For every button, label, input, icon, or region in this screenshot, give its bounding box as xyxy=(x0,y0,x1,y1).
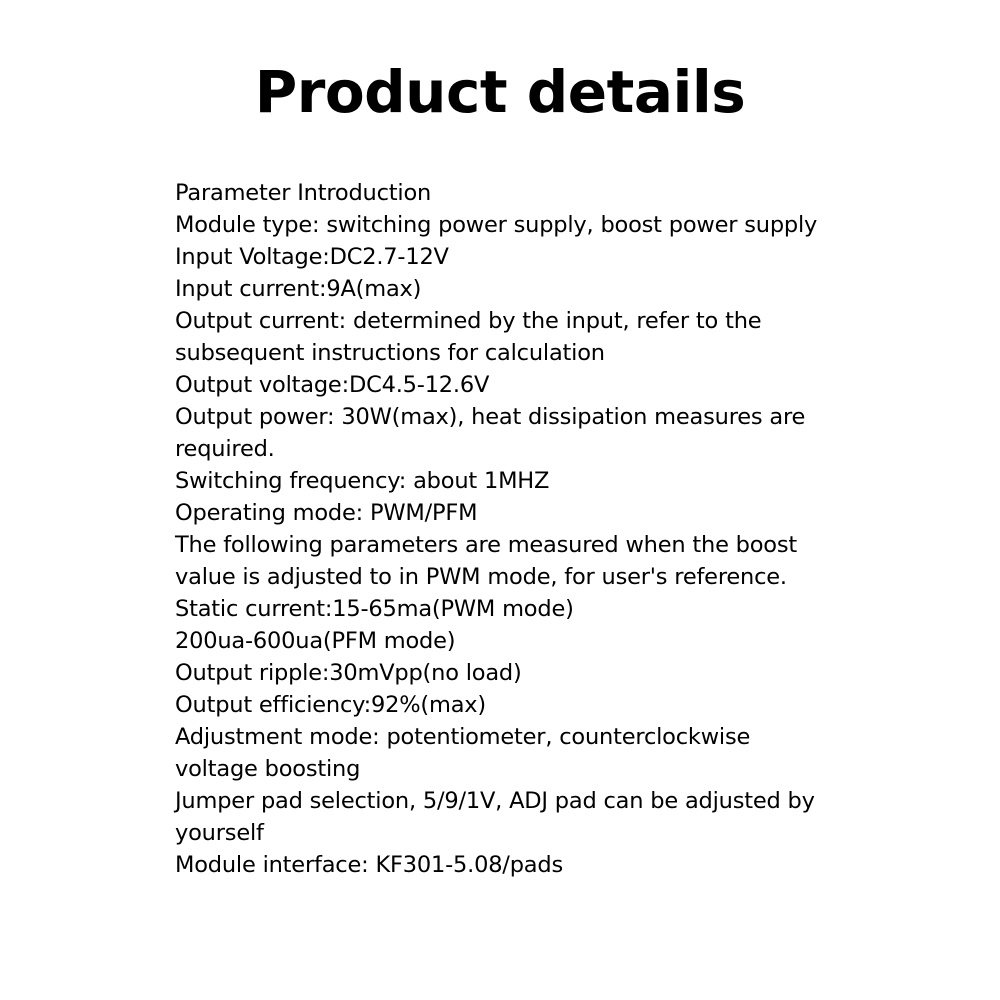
parameter-heading: Parameter Introduction xyxy=(175,180,432,206)
adjustment-mode: Adjustment mode: potentiometer, counterclockwise voltage boosting xyxy=(175,724,751,782)
page-title: Product details xyxy=(254,58,746,126)
output-current: Output current: determined by the input, refer to the subsequent instructions for calculation xyxy=(175,308,762,366)
output-ripple: Output ripple:30mVpp(no load) xyxy=(175,660,522,686)
module-type: Module type: switching power supply, boost power supply xyxy=(175,212,818,238)
input-current: Input current:9A(max) xyxy=(175,276,422,302)
static-current-pwm: Static current:15-65ma(PWM mode) xyxy=(175,596,574,622)
jumper-pad-selection: Jumper pad selection, 5/9/1V, ADJ pad can be adjusted by yourself xyxy=(175,788,815,846)
output-voltage: Output voltage:DC4.5-12.6V xyxy=(175,372,490,398)
static-current-pfm: 200ua-600ua(PFM mode) xyxy=(175,628,456,654)
measurement-note: The following parameters are measured when the boost value is adjusted to in PWM mode, for user's reference. xyxy=(175,532,798,590)
input-voltage: Input Voltage:DC2.7-12V xyxy=(175,244,449,270)
parameter-list xyxy=(175,177,835,881)
operating-mode: Operating mode: PWM/PFM xyxy=(175,500,478,526)
module-interface: Module interface: KF301-5.08/pads xyxy=(175,852,563,878)
output-efficiency: Output efficiency:92%(max) xyxy=(175,692,486,718)
output-power: Output power: 30W(max), heat dissipation measures are required. xyxy=(175,404,806,462)
switching-frequency: Switching frequency: about 1MHZ xyxy=(175,468,550,494)
